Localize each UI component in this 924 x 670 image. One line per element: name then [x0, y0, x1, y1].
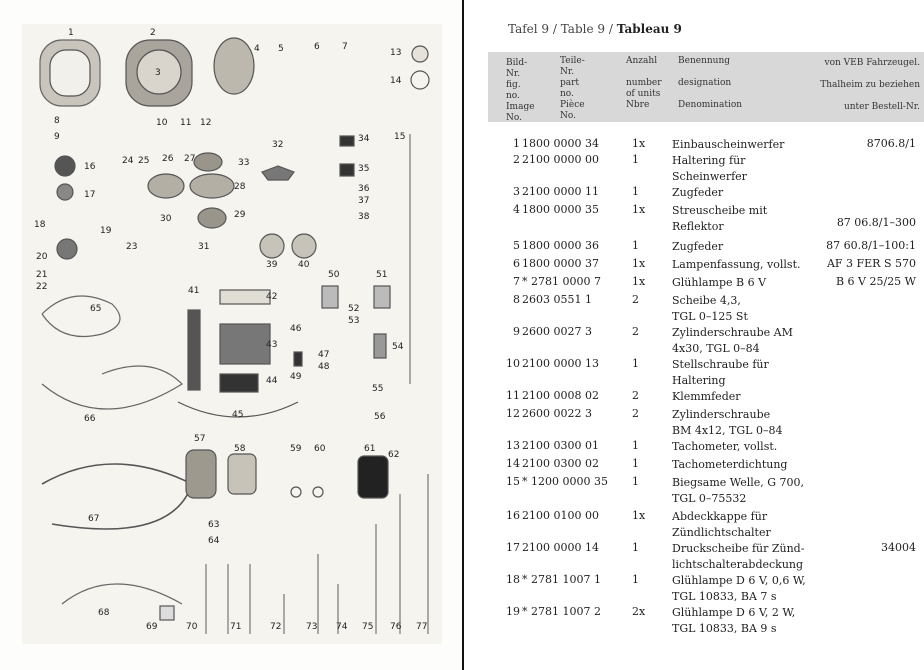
- row-order-no: 34004: [881, 541, 916, 554]
- figure-label: 32: [272, 140, 284, 150]
- row-designation: Zugfeder: [672, 240, 724, 253]
- header-order-no: von VEB Fahrzeugel. Thalheim zu beziehen unter Bestell-Nr.: [820, 58, 920, 112]
- figure-label: 51: [376, 270, 388, 280]
- row-quantity: 1: [632, 357, 639, 370]
- figure-label: 23: [126, 242, 138, 252]
- figure-label: 5: [278, 44, 284, 54]
- figure-label: 67: [88, 514, 100, 524]
- row-quantity: 1x: [632, 509, 646, 522]
- figure-label: 10: [156, 118, 168, 128]
- row-designation: Glühlampe B 6 V: [672, 276, 767, 289]
- row-quantity: 1: [632, 457, 639, 470]
- figure-label: 12: [200, 118, 212, 128]
- row-designation: Haltering für Scheinwerfer: [672, 154, 747, 183]
- figure-label: 29: [234, 210, 246, 220]
- figure-label: 58: [234, 444, 246, 454]
- figure-label: 42: [266, 292, 278, 302]
- row-quantity: 2: [632, 389, 639, 402]
- figure-label: 8: [54, 116, 60, 126]
- figure-label: 19: [100, 226, 112, 236]
- figure-label: 68: [98, 608, 110, 618]
- figure-label: 15: [394, 132, 406, 142]
- figure-label: 54: [392, 342, 404, 352]
- row-order-no: 87 06.8/1–300: [836, 216, 916, 229]
- row-designation: Druckscheibe für Zünd- lichtschalterabdeckung: [672, 542, 805, 571]
- row-part-no: 2100 0100 00: [522, 509, 599, 522]
- row-order-no: B 6 V 25/25 W: [835, 275, 916, 288]
- figure-label: 28: [234, 182, 246, 192]
- row-figure-no: 1: [513, 137, 520, 150]
- row-figure-no: 19: [506, 605, 520, 618]
- figure-label: 74: [336, 622, 348, 632]
- row-figure-no: 2: [513, 153, 520, 166]
- figure-label: 53: [348, 316, 360, 326]
- row-part-no: * 2781 1007 1: [522, 573, 601, 586]
- row-figure-no: 14: [506, 457, 520, 470]
- row-part-no: 2600 0022 3: [522, 407, 592, 420]
- figure-label: 35: [358, 164, 370, 174]
- row-part-no: 1800 0000 36: [522, 239, 599, 252]
- row-part-no: * 2781 1007 2: [522, 605, 601, 618]
- row-designation: Zugfeder: [672, 186, 724, 199]
- figure-label: 7: [342, 42, 348, 52]
- figure-label: 18: [34, 220, 46, 230]
- figure-label: 70: [186, 622, 198, 632]
- figure-label: 22: [36, 282, 48, 292]
- row-figure-no: 4: [513, 203, 520, 216]
- row-quantity: 1: [632, 573, 639, 586]
- row-quantity: 1: [632, 475, 639, 488]
- row-figure-no: 5: [513, 239, 520, 252]
- figure-label: 30: [160, 214, 172, 224]
- figure-label: 14: [390, 76, 402, 86]
- figure-label: 64: [208, 536, 220, 546]
- figure-label: 24: [122, 156, 134, 166]
- row-figure-no: 16: [506, 509, 520, 522]
- table-header: [488, 52, 924, 122]
- figure-label: 72: [270, 622, 282, 632]
- figure-label: 76: [390, 622, 402, 632]
- header-designation: Benennung designation Denomination: [678, 56, 743, 110]
- row-order-no: 8706.8/1: [866, 137, 916, 150]
- row-quantity: 2: [632, 293, 639, 306]
- row-figure-no: 8: [513, 293, 520, 306]
- row-quantity: 1: [632, 541, 639, 554]
- figure-label: 37: [358, 196, 370, 206]
- row-order-no: AF 3 FER S 570: [826, 257, 916, 270]
- figure-label: 65: [90, 304, 102, 314]
- figure-label: 71: [230, 622, 242, 632]
- row-quantity: 1: [632, 239, 639, 252]
- row-figure-no: 3: [513, 185, 520, 198]
- row-figure-no: 18: [506, 573, 520, 586]
- row-designation: Streuscheibe mit Reflektor: [672, 204, 768, 233]
- figure-label: 9: [54, 132, 60, 142]
- row-quantity: 1x: [632, 257, 646, 270]
- figure-label: 11: [180, 118, 192, 128]
- row-figure-no: 13: [506, 439, 520, 452]
- figure-label: 17: [84, 190, 96, 200]
- row-figure-no: 7: [513, 275, 520, 288]
- row-part-no: 2100 0000 00: [522, 153, 599, 166]
- row-designation: Einbauscheinwerfer: [672, 138, 785, 151]
- title-prefix: Tafel 9 / Table 9 /: [508, 22, 617, 36]
- figure-label: 48: [318, 362, 330, 372]
- figure-label: 27: [184, 154, 196, 164]
- figure-label: 4: [254, 44, 260, 54]
- row-part-no: 2100 0008 02: [522, 389, 599, 402]
- row-designation: Zylinderschraube AM 4x30, TGL 0–84: [672, 326, 793, 355]
- row-figure-no: 11: [506, 389, 520, 402]
- row-part-no: 1800 0000 35: [522, 203, 599, 216]
- row-part-no: 2100 0000 13: [522, 357, 599, 370]
- row-part-no: 2100 0000 14: [522, 541, 599, 554]
- row-designation: Glühlampe D 6 V, 2 W, TGL 10833, BA 9 s: [672, 606, 796, 635]
- figure-label: 55: [372, 384, 384, 394]
- title-bold: Tableau 9: [616, 22, 682, 36]
- row-quantity: 2x: [632, 605, 646, 618]
- figure-label: 62: [388, 450, 400, 460]
- row-quantity: 1x: [632, 203, 646, 216]
- figure-label: 44: [266, 376, 278, 386]
- figure-label: 50: [328, 270, 340, 280]
- row-quantity: 2: [632, 407, 639, 420]
- row-figure-no: 15: [506, 475, 520, 488]
- row-part-no: 2100 0300 01: [522, 439, 599, 452]
- row-designation: Biegsame Welle, G 700, TGL 0–75532: [672, 476, 805, 505]
- figure-label: 66: [84, 414, 96, 424]
- figure-label: 36: [358, 184, 370, 194]
- figure-label: 43: [266, 340, 278, 350]
- row-figure-no: 12: [506, 407, 520, 420]
- figure-label: 57: [194, 434, 206, 444]
- figure-label: 45: [232, 410, 244, 420]
- row-quantity: 1x: [632, 275, 646, 288]
- header-quantity: Anzahl number of units Nbre: [626, 56, 662, 110]
- row-part-no: 2100 0000 11: [522, 185, 599, 198]
- figure-label: 52: [348, 304, 360, 314]
- figure-label: 41: [188, 286, 200, 296]
- row-designation: Lampenfassung, vollst.: [672, 258, 801, 271]
- figure-label: 63: [208, 520, 220, 530]
- figure-label: 69: [146, 622, 158, 632]
- row-designation: Abdeckkappe für Zündlichtschalter: [672, 510, 771, 539]
- figure-label: 34: [358, 134, 370, 144]
- row-figure-no: 6: [513, 257, 520, 270]
- figure-label: 56: [374, 412, 386, 422]
- header-part-no: Teile- Nr. part no. Pièce No.: [560, 56, 585, 121]
- figure-label: 39: [266, 260, 278, 270]
- figure-label: 2: [150, 28, 156, 38]
- parts-drawing: [22, 24, 442, 644]
- row-quantity: 1: [632, 185, 639, 198]
- figure-label: 60: [314, 444, 326, 454]
- row-designation: Glühlampe D 6 V, 0,6 W, TGL 10833, BA 7 s: [672, 574, 806, 603]
- right-page: [464, 0, 924, 670]
- row-designation: Zylinderschraube BM 4x12, TGL 0–84: [672, 408, 783, 437]
- row-figure-no: 9: [513, 325, 520, 338]
- row-quantity: 1x: [632, 137, 646, 150]
- figure-label: 25: [138, 156, 150, 166]
- figure-label: 47: [318, 350, 330, 360]
- figure-label: 77: [416, 622, 428, 632]
- row-part-no: 2603 0551 1: [522, 293, 592, 306]
- figure-label: 38: [358, 212, 370, 222]
- figure-label: 75: [362, 622, 374, 632]
- page-title: [508, 22, 682, 36]
- parts-illustration: [22, 24, 442, 644]
- figure-label: 20: [36, 252, 48, 262]
- row-part-no: 2600 0027 3: [522, 325, 592, 338]
- figure-label: 26: [162, 154, 174, 164]
- figure-label: 49: [290, 372, 302, 382]
- row-designation: Tachometer, vollst.: [672, 440, 778, 453]
- row-designation: Scheibe 4,3, TGL 0–125 St: [672, 294, 748, 323]
- row-part-no: 1800 0000 37: [522, 257, 599, 270]
- row-quantity: 2: [632, 325, 639, 338]
- row-part-no: * 1200 0000 35: [522, 475, 608, 488]
- figure-label: 46: [290, 324, 302, 334]
- row-figure-no: 10: [506, 357, 520, 370]
- row-figure-no: 17: [506, 541, 520, 554]
- row-designation: Tachometerdichtung: [672, 458, 788, 471]
- figure-label: 1: [68, 28, 74, 38]
- row-quantity: 1: [632, 153, 639, 166]
- figure-label: 33: [238, 158, 250, 168]
- row-part-no: 2100 0300 02: [522, 457, 599, 470]
- figure-label: 31: [198, 242, 210, 252]
- figure-label: 40: [298, 260, 310, 270]
- figure-label: 13: [390, 48, 402, 58]
- header-image-no: Bild- Nr. fig. no. Image No.: [506, 58, 535, 123]
- figure-label: 21: [36, 270, 48, 280]
- row-designation: Stellschraube für Haltering: [672, 358, 769, 387]
- row-order-no: 87 60.8/1–100:1: [826, 239, 916, 252]
- figure-label: 61: [364, 444, 376, 454]
- row-part-no: 1800 0000 34: [522, 137, 599, 150]
- row-quantity: 1: [632, 439, 639, 452]
- figure-label: 16: [84, 162, 96, 172]
- figure-label: 6: [314, 42, 320, 52]
- figure-label: 3: [155, 68, 161, 78]
- row-designation: Klemmfeder: [672, 390, 741, 403]
- figure-label: 73: [306, 622, 318, 632]
- figure-label: 59: [290, 444, 302, 454]
- row-part-no: * 2781 0000 7: [522, 275, 601, 288]
